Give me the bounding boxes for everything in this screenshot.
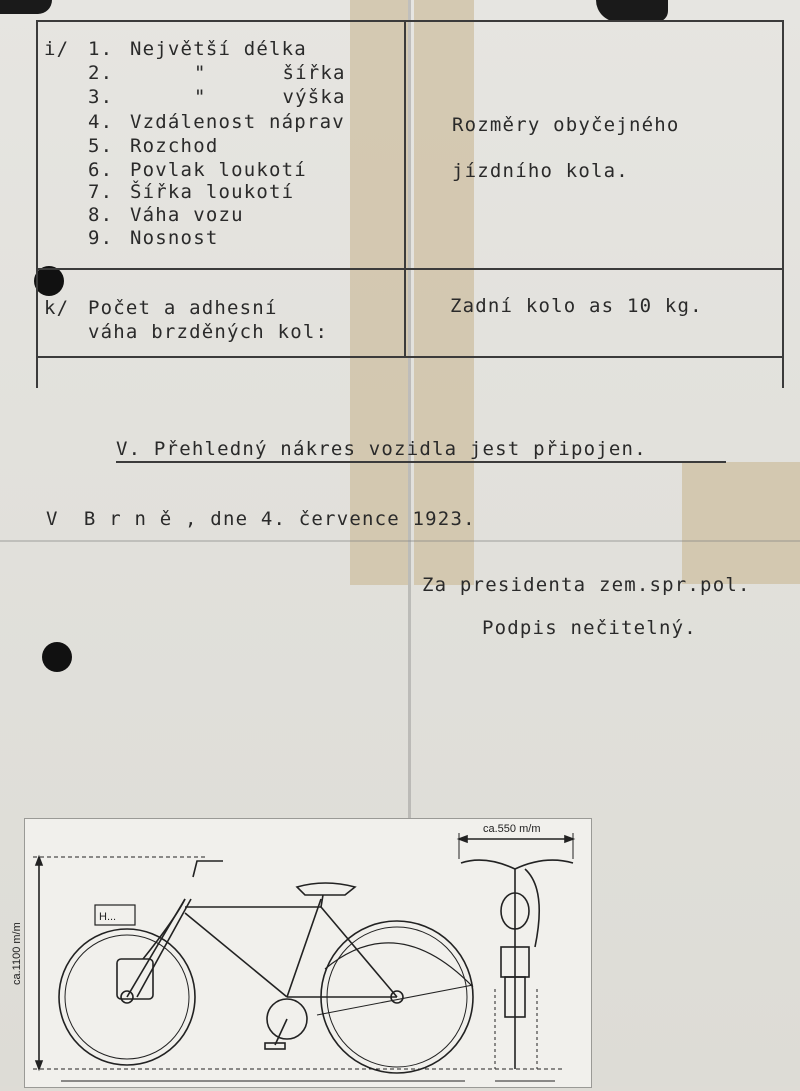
item-label: Povlak loukotí	[130, 159, 307, 181]
table-left-rule	[36, 20, 38, 388]
dimensions-note-line2: jízdního kola.	[452, 160, 629, 182]
item-number: 5.	[88, 135, 114, 157]
license-plate-text: H...	[99, 911, 117, 923]
tape-strip-right	[414, 0, 474, 585]
item-label: " šířka	[194, 62, 346, 84]
item-number: 8.	[88, 204, 114, 226]
item-number: 6.	[88, 159, 114, 181]
width-dimension-label: ca.550 m/m	[483, 823, 541, 835]
bicycle-drawing-svg	[25, 819, 591, 1087]
signature-line2: Podpis nečitelný.	[482, 617, 697, 639]
section-i-marker: i/	[44, 38, 70, 60]
table-top-rule	[36, 20, 784, 22]
dimensions-note-line1: Rozměry obyčejného	[452, 114, 680, 136]
table-bottom-rule	[36, 356, 784, 358]
drawing-statement: V. Přehledný nákres vozidla jest připojen.	[116, 438, 726, 463]
item-number: 3.	[88, 86, 114, 108]
item-number: 2.	[88, 62, 114, 84]
item-number: 7.	[88, 181, 114, 203]
item-number: 9.	[88, 227, 114, 249]
section-k-marker: k/	[44, 297, 70, 319]
front-view	[461, 860, 573, 1069]
item-label: Nosnost	[130, 227, 219, 249]
tape-strip-left	[350, 0, 408, 585]
item-label: Šířka loukotí	[130, 181, 295, 203]
bicycle-drawing	[11, 818, 592, 1088]
item-label: Největší délka	[130, 38, 307, 60]
item-label: Rozchod	[130, 135, 219, 157]
item-number: 1.	[88, 38, 114, 60]
item-label: " výška	[194, 86, 346, 108]
tape-strip-corner	[682, 462, 800, 584]
punch-hole-bottom	[42, 642, 72, 672]
brake-label-line2: váha brzděných kol:	[88, 321, 329, 343]
item-number: 4.	[88, 111, 114, 133]
item-label: Váha vozu	[130, 204, 244, 226]
torn-edge-right	[596, 0, 668, 22]
torn-edge-left	[0, 0, 52, 14]
place-date: V B r n ě , dne 4. července 1923.	[46, 508, 476, 530]
fold-line-horizontal	[0, 540, 800, 542]
punch-hole-top	[34, 266, 64, 296]
table-right-rule	[782, 20, 784, 388]
brake-value: Zadní kolo as 10 kg.	[450, 295, 703, 317]
item-label: Vzdálenost náprav	[130, 111, 345, 133]
signature-line1: Za presidenta zem.spr.pol.	[422, 574, 751, 596]
bicycle-frame	[117, 861, 473, 1049]
height-dimension-label: ca.1100 m/m	[11, 922, 23, 985]
brake-label-line1: Počet a adhesní	[88, 297, 278, 319]
table-column-divider	[404, 20, 406, 358]
table-row-divider	[36, 268, 784, 270]
